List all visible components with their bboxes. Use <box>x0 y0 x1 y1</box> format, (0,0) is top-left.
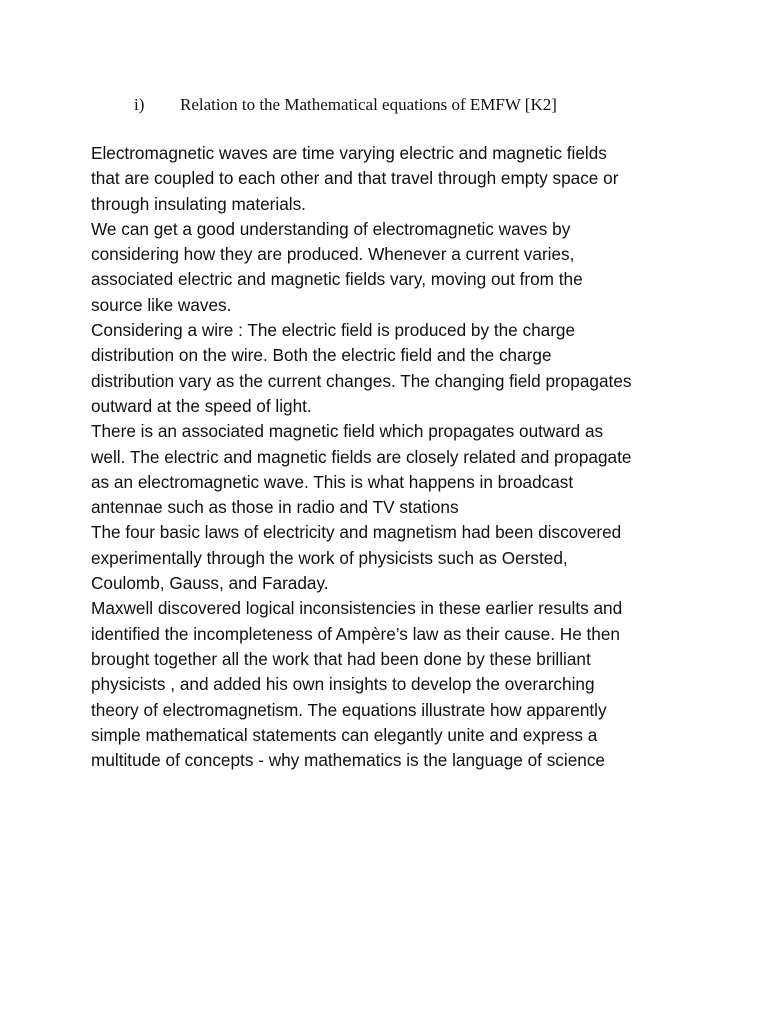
text-line: theory of electromagnetism. The equations illustrate how apparently <box>91 699 607 720</box>
text-line: Considering a wire : The electric field is produced by the charge <box>91 320 576 341</box>
text-line: The four basic laws of electricity and magnetism had been discovered <box>91 522 622 543</box>
text-line: simple mathematical statements can elegantly unite and express a <box>91 724 598 745</box>
text-line: considering how they are produced. Whenever a current varies, <box>91 244 575 265</box>
text-line: There is an associated magnetic field which propagates outward as <box>91 421 604 442</box>
text-line: outward at the speed of light. <box>91 395 312 416</box>
text-line: We can get a good understanding of electromagnetic waves by <box>91 218 571 239</box>
text-line: source like waves. <box>91 294 232 315</box>
text-line: as an electromagnetic wave. This is what happens in broadcast <box>91 471 574 492</box>
text-line: brought together all the work that had been done by these brilliant <box>91 648 591 669</box>
body-text <box>91 141 681 773</box>
text-line: that are coupled to each other and that travel through empty space or <box>91 168 619 189</box>
text-line: multitude of concepts - why mathematics is the language of science <box>91 750 605 771</box>
text-line: distribution vary as the current changes. The changing field propagates <box>91 370 632 391</box>
section-number: i) <box>134 95 145 114</box>
text-line: identified the incompleteness of Ampère’s law as their cause. He then <box>91 623 620 644</box>
text-line: Maxwell discovered logical inconsistencies in these earlier results and <box>91 598 623 619</box>
text-line: well. The electric and magnetic fields are closely related and propagate <box>91 446 632 467</box>
text-line: antennae such as those in radio and TV stations <box>91 497 459 518</box>
text-line: physicists , and added his own insights to develop the overarching <box>91 674 595 695</box>
text-line: associated electric and magnetic fields vary, moving out from the <box>91 269 583 290</box>
text-line: experimentally through the work of physicists such as Oersted, <box>91 547 568 568</box>
section-heading <box>134 94 754 116</box>
text-line: Electromagnetic waves are time varying electric and magnetic fields <box>91 143 607 163</box>
section-title: Relation to the Mathematical equations of EMFW [K2] <box>180 95 557 114</box>
text-line: distribution on the wire. Both the electric field and the charge <box>91 345 552 366</box>
text-line: Coulomb, Gauss, and Faraday. <box>91 573 329 594</box>
text-line: through insulating materials. <box>91 193 306 214</box>
